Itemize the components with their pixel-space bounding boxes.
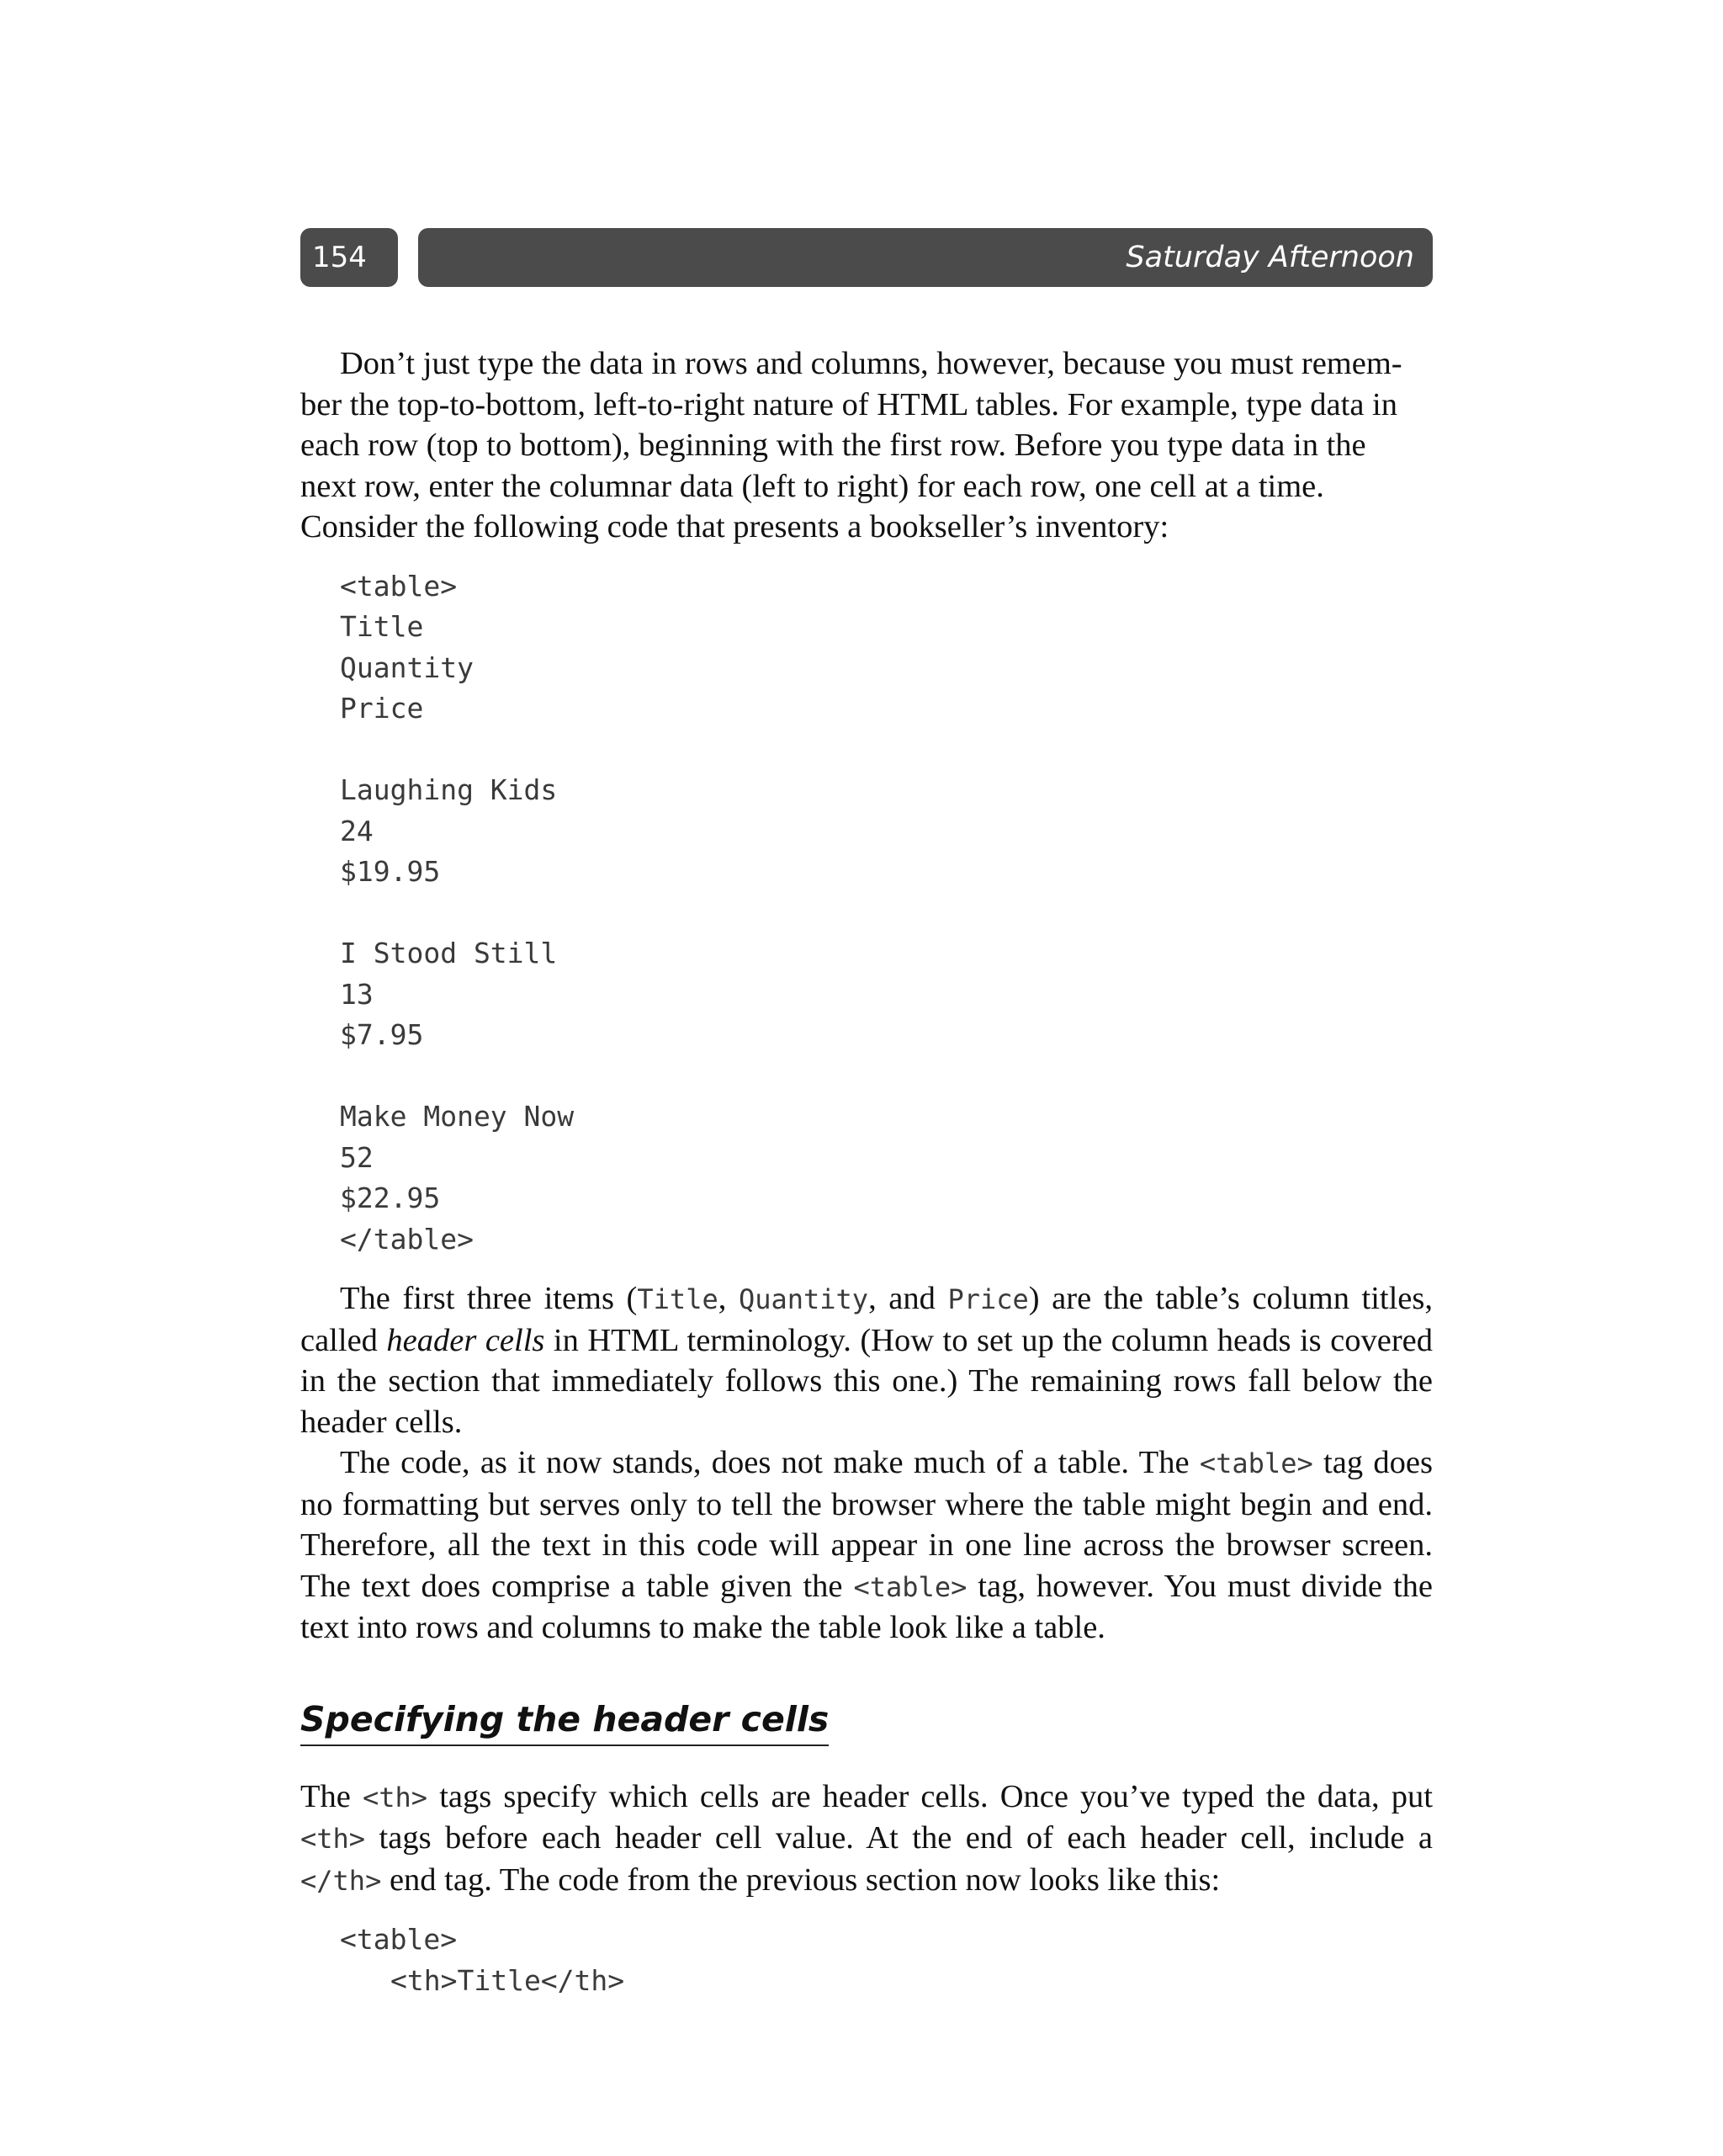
text-run: The code, as it now stands, does not make much of a table. The — [340, 1445, 1200, 1480]
emphasis-term: header cells — [386, 1322, 545, 1358]
text-run: The — [300, 1778, 363, 1814]
code-line: Laughing Kids — [340, 773, 558, 806]
text-run: in HTML terminology. (How to set up the column heads is covered in the section that immediately follows this one.) The remaining rows fall below the header cells. — [300, 1322, 1433, 1440]
code-line: Make Money Now — [340, 1100, 575, 1133]
paragraph-header-cells — [300, 1278, 1433, 1442]
intro-line-4: next row, enter the columnar data (left to right) for each row, one cell at a time. — [300, 468, 1324, 504]
code-line: Title — [340, 610, 424, 643]
code-line: $22.95 — [340, 1182, 441, 1214]
inline-code: <table> — [853, 1570, 968, 1603]
text-run: tag, however. You must divide the text into rows and columns to make the table look like a table. — [300, 1568, 1434, 1645]
code-line: Price — [340, 692, 424, 725]
code-line: Quantity — [340, 651, 474, 684]
section-heading: Specifying the header cells — [300, 1696, 829, 1746]
inline-code: Price — [947, 1283, 1029, 1315]
code-line: 52 — [340, 1140, 374, 1174]
code-line: 13 — [340, 977, 374, 1011]
code-line: 24 — [340, 814, 374, 847]
code-listing-inventory — [340, 566, 1433, 1261]
code-line: </table> — [340, 1222, 474, 1256]
code-line — [340, 1056, 1433, 1097]
text-run: , — [718, 1281, 739, 1316]
inline-code: <th> — [363, 1781, 428, 1813]
code-line — [340, 730, 1433, 771]
code-line: <th>Title</th> — [390, 1963, 625, 1997]
paragraph-table-tag — [300, 1442, 1433, 1649]
page-number: 154 — [300, 228, 398, 287]
intro-line-2: ber the top-to-bottom, left-to-right nature of HTML tables. For example, type data in — [300, 386, 1397, 422]
text-run: , and — [868, 1281, 948, 1316]
text-run: tags specify which cells are header cells. Once you’ve typed the data, put — [427, 1778, 1434, 1814]
inline-code: Title — [637, 1283, 718, 1315]
paragraph-th-tags — [300, 1776, 1433, 1902]
code-line — [340, 893, 1433, 934]
text-run: tags before each header cell value. At the end of each header cell, include a — [365, 1820, 1433, 1856]
intro-line-3: each row (top to bottom), beginning with the first row. Before you type data in the — [300, 427, 1366, 463]
text-run: The first three items ( — [340, 1281, 638, 1316]
paragraph-intro — [300, 343, 1433, 548]
text-run: tag does no formatting but serves only to tell the browser where the table might begin and end. Therefore, all the text in this code will appear in one line across the browser screen. The text does comprise a table given the — [300, 1445, 1433, 1604]
intro-line-5: Consider the following code that presents a bookseller’s inventory: — [300, 509, 1169, 544]
running-header — [418, 228, 1433, 287]
inline-code: Quantity — [738, 1283, 869, 1315]
page-body — [300, 343, 1433, 2001]
intro-line-1: Don’t just type the data in rows and columns, however, because you must remem- — [340, 346, 1402, 381]
text-run: end tag. The code from the previous section now looks like this: — [381, 1861, 1221, 1898]
code-line: $7.95 — [340, 1018, 424, 1051]
inline-code: </th> — [300, 1864, 382, 1897]
inline-code: <th> — [300, 1823, 366, 1855]
code-listing-th — [340, 1920, 1433, 2001]
code-line: <table> — [340, 569, 458, 603]
text-run: ) are the table’s column titles, called — [300, 1281, 1434, 1358]
section-heading-wrapper — [300, 1696, 1433, 1746]
code-line: $19.95 — [340, 855, 441, 888]
running-title: Saturday Afternoon — [1126, 241, 1414, 274]
code-line: <table> — [340, 1923, 458, 1956]
inline-code: <table> — [1199, 1447, 1313, 1479]
code-line: I Stood Still — [340, 937, 558, 969]
